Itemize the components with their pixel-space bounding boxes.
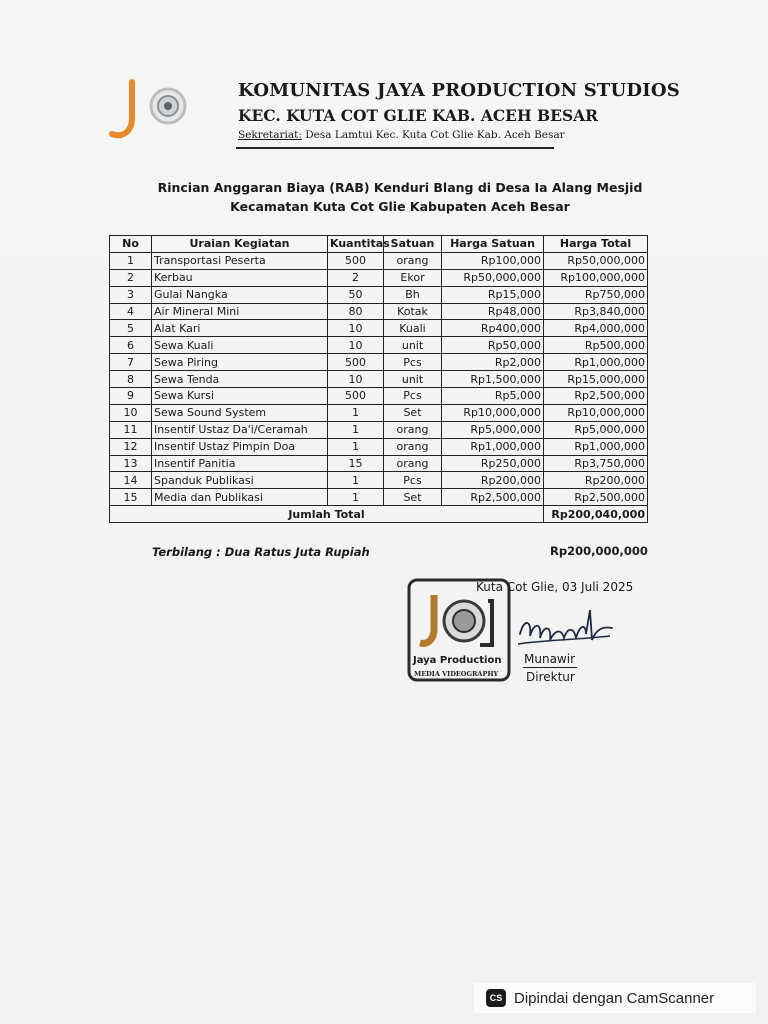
table-row	[110, 438, 648, 455]
cell-harga-total: Rp1,000,000	[544, 354, 648, 371]
cell-kuantitas: 10	[328, 371, 384, 388]
cell-harga-satuan: Rp200,000	[442, 472, 544, 489]
cell-no: 3	[110, 286, 152, 303]
total-value: Rp200,040,000	[544, 506, 648, 523]
cell-harga-satuan: Rp5,000	[442, 388, 544, 405]
cell-no: 6	[110, 337, 152, 354]
cell-satuan: orang	[384, 455, 442, 472]
cell-harga-satuan: Rp2,500,000	[442, 489, 544, 506]
header-uraian: Uraian Kegiatan	[152, 236, 328, 253]
letterhead-divider	[236, 147, 554, 149]
cell-kuantitas: 80	[328, 303, 384, 320]
cell-kuantitas: 500	[328, 354, 384, 371]
cell-uraian: Air Mineral Mini	[152, 303, 328, 320]
terbilang-value: Rp200,000,000	[550, 544, 648, 558]
cell-kuantitas: 500	[328, 388, 384, 405]
stamp-text-brand: Jaya Production	[413, 655, 502, 666]
cell-uraian: Spanduk Publikasi	[152, 472, 328, 489]
cell-kuantitas: 1	[328, 404, 384, 421]
cell-no: 12	[110, 438, 152, 455]
cell-harga-satuan: Rp50,000	[442, 337, 544, 354]
cell-harga-satuan: Rp5,000,000	[442, 421, 544, 438]
cell-satuan: Pcs	[384, 354, 442, 371]
cell-uraian: Gulai Nangka	[152, 286, 328, 303]
cell-harga-total: Rp100,000,000	[544, 269, 648, 286]
cell-harga-satuan: Rp1,500,000	[442, 371, 544, 388]
header-satuan: Satuan	[384, 236, 442, 253]
cell-kuantitas: 500	[328, 252, 384, 269]
cell-satuan: unit	[384, 337, 442, 354]
cell-uraian: Insentif Panitia	[152, 455, 328, 472]
table-row	[110, 354, 648, 371]
signer-name: Munawir	[524, 652, 575, 666]
cell-harga-satuan: Rp2,000	[442, 354, 544, 371]
cell-kuantitas: 1	[328, 472, 384, 489]
cell-satuan: Kuali	[384, 320, 442, 337]
cell-kuantitas: 1	[328, 489, 384, 506]
cell-uraian: Insentif Ustaz Da'i/Ceramah	[152, 421, 328, 438]
cell-harga-satuan: Rp100,000	[442, 252, 544, 269]
cell-satuan: Set	[384, 404, 442, 421]
total-label: Jumlah Total	[110, 506, 544, 523]
cell-satuan: Set	[384, 489, 442, 506]
cell-kuantitas: 1	[328, 421, 384, 438]
letterhead-title: KOMUNITAS JAYA PRODUCTION STUDIOS	[238, 80, 680, 101]
table-row	[110, 269, 648, 286]
cell-no: 1	[110, 252, 152, 269]
table-row	[110, 320, 648, 337]
camscanner-watermark	[474, 983, 756, 1013]
cell-harga-total: Rp5,000,000	[544, 421, 648, 438]
address-text: Desa Lamtui Kec. Kuta Cot Glie Kab. Aceh Besar	[305, 129, 565, 141]
cell-uraian: Transportasi Peserta	[152, 252, 328, 269]
cell-harga-satuan: Rp50,000,000	[442, 269, 544, 286]
cell-no: 14	[110, 472, 152, 489]
cell-harga-satuan: Rp48,000	[442, 303, 544, 320]
document-title-line2: Kecamatan Kuta Cot Glie Kabupaten Aceh Besar	[230, 199, 570, 214]
table-row	[110, 388, 648, 405]
cell-satuan: Ekor	[384, 269, 442, 286]
cell-harga-satuan: Rp10,000,000	[442, 404, 544, 421]
cell-kuantitas: 10	[328, 320, 384, 337]
cell-uraian: Sewa Piring	[152, 354, 328, 371]
table-row	[110, 303, 648, 320]
table-row	[110, 371, 648, 388]
cell-uraian: Insentif Ustaz Pimpin Doa	[152, 438, 328, 455]
cell-satuan: orang	[384, 438, 442, 455]
table-row	[110, 489, 648, 506]
table-row	[110, 421, 648, 438]
cell-uraian: Alat Kari	[152, 320, 328, 337]
cell-uraian: Sewa Kursi	[152, 388, 328, 405]
cell-harga-total: Rp750,000	[544, 286, 648, 303]
table-row	[110, 337, 648, 354]
cell-no: 4	[110, 303, 152, 320]
cell-satuan: orang	[384, 252, 442, 269]
document-title-line1: Rincian Anggaran Biaya (RAB) Kenduri Blang di Desa Ia Alang Mesjid	[157, 180, 643, 195]
cell-uraian: Kerbau	[152, 269, 328, 286]
signer-underline	[523, 667, 577, 668]
cell-harga-total: Rp1,000,000	[544, 438, 648, 455]
cell-kuantitas: 10	[328, 337, 384, 354]
jo-logo-icon	[104, 78, 200, 142]
cell-harga-total: Rp3,750,000	[544, 455, 648, 472]
cell-harga-total: Rp15,000,000	[544, 371, 648, 388]
header-no: No	[110, 236, 152, 253]
cell-harga-total: Rp50,000,000	[544, 252, 648, 269]
cell-satuan: unit	[384, 371, 442, 388]
cell-harga-total: Rp200,000	[544, 472, 648, 489]
cell-no: 9	[110, 388, 152, 405]
cell-harga-total: Rp10,000,000	[544, 404, 648, 421]
cell-satuan: Pcs	[384, 472, 442, 489]
cell-kuantitas: 50	[328, 286, 384, 303]
cell-uraian: Sewa Sound System	[152, 404, 328, 421]
cell-satuan: Kotak	[384, 303, 442, 320]
cell-uraian: Sewa Kuali	[152, 337, 328, 354]
cell-no: 11	[110, 421, 152, 438]
cell-harga-satuan: Rp400,000	[442, 320, 544, 337]
header-kuantitas: Kuantitas	[328, 236, 384, 253]
cell-harga-total: Rp4,000,000	[544, 320, 648, 337]
table-row	[110, 252, 648, 269]
table-header-row	[110, 236, 648, 253]
cell-uraian: Media dan Publikasi	[152, 489, 328, 506]
cell-no: 7	[110, 354, 152, 371]
cell-harga-satuan: Rp1,000,000	[442, 438, 544, 455]
cell-harga-satuan: Rp250,000	[442, 455, 544, 472]
signer-role: Direktur	[526, 670, 575, 684]
cell-harga-total: Rp2,500,000	[544, 388, 648, 405]
total-row	[110, 506, 648, 523]
cell-harga-total: Rp3,840,000	[544, 303, 648, 320]
address-label: Sekretariat:	[238, 129, 302, 141]
cell-kuantitas: 15	[328, 455, 384, 472]
cell-satuan: orang	[384, 421, 442, 438]
table-row	[110, 286, 648, 303]
cell-no: 10	[110, 404, 152, 421]
camscanner-icon: CS	[486, 989, 506, 1007]
cell-harga-satuan: Rp15,000	[442, 286, 544, 303]
header-harga-total: Harga Total	[544, 236, 648, 253]
handwritten-signature-icon	[514, 604, 616, 656]
cell-harga-total: Rp2,500,000	[544, 489, 648, 506]
cell-no: 15	[110, 489, 152, 506]
header-harga-satuan: Harga Satuan	[442, 236, 544, 253]
cell-harga-total: Rp500,000	[544, 337, 648, 354]
cell-no: 5	[110, 320, 152, 337]
cell-no: 8	[110, 371, 152, 388]
camscanner-text: Dipindai dengan CamScanner	[514, 989, 715, 1007]
cell-uraian: Sewa Tenda	[152, 371, 328, 388]
stamp-text-tagline: MEDIA VIDEOGRAPHY	[414, 670, 499, 678]
letterhead-address	[238, 129, 565, 141]
cell-no: 13	[110, 455, 152, 472]
terbilang-label: Terbilang : Dua Ratus Juta Rupiah	[152, 545, 370, 559]
cell-satuan: Pcs	[384, 388, 442, 405]
cell-kuantitas: 2	[328, 269, 384, 286]
cell-satuan: Bh	[384, 286, 442, 303]
letterhead-subtitle: KEC. KUTA COT GLIE KAB. ACEH BESAR	[238, 106, 599, 125]
table-row	[110, 404, 648, 421]
cell-no: 2	[110, 269, 152, 286]
place-date: Kuta Cot Glie, 03 Juli 2025	[476, 580, 634, 594]
table-row	[110, 472, 648, 489]
cell-kuantitas: 1	[328, 438, 384, 455]
budget-table	[109, 235, 648, 523]
table-row	[110, 455, 648, 472]
